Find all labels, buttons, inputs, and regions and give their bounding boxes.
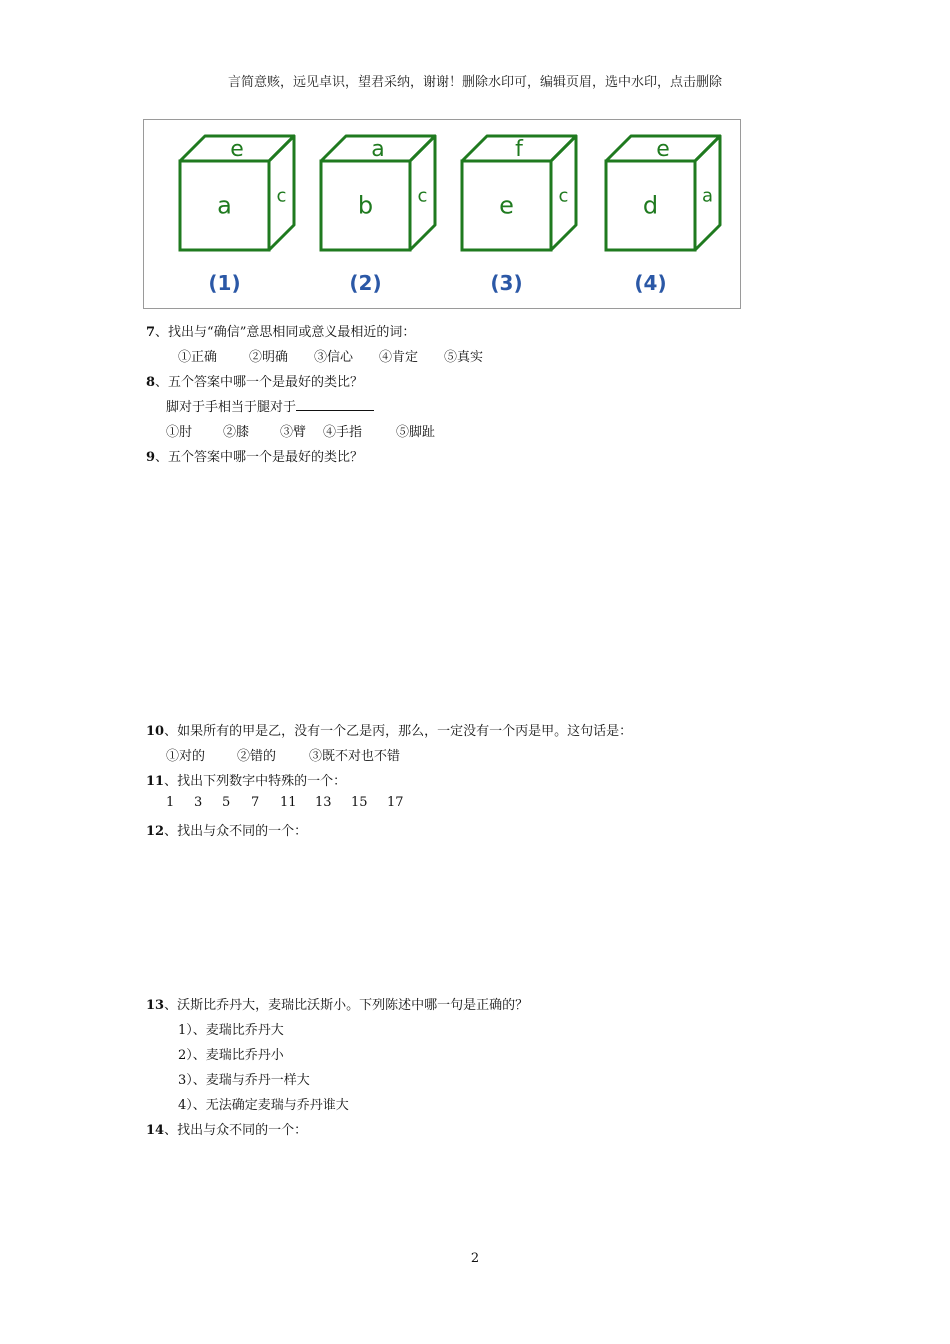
cube-top-letter: e xyxy=(230,137,244,162)
number-8: 17 xyxy=(387,795,404,810)
question-text: 、找出与“确信”意思相同或意义最相近的词： xyxy=(155,325,416,340)
question-number: 7 xyxy=(146,325,156,340)
number-1: 1 xyxy=(166,795,175,810)
cube-side-letter: c xyxy=(558,185,569,207)
number-6: 13 xyxy=(315,795,332,810)
question-number: 13 xyxy=(146,998,165,1013)
option-q7-2: ②明确 xyxy=(249,350,289,365)
cube-diagram xyxy=(144,120,742,310)
option-q10-2: ②错的 xyxy=(237,749,277,764)
question-text: 、五个答案中哪一个是最好的类比？ xyxy=(155,450,364,465)
cube-label: (4) xyxy=(634,271,667,295)
option-q10-3: ③既不对也不错 xyxy=(309,749,401,764)
option-q13-1: 1）、麦瑞比乔丹大 xyxy=(178,1023,284,1038)
question-text: 、找出下列数字中特殊的一个： xyxy=(164,774,347,789)
question-number: 14 xyxy=(146,1123,165,1138)
question-text: 、找出与众不同的一个： xyxy=(164,824,308,839)
option-q7-5: ⑤真实 xyxy=(444,350,484,365)
cube-label: (1) xyxy=(208,271,241,295)
number-7: 15 xyxy=(351,795,368,810)
option-q7-4: ④肯定 xyxy=(379,350,419,365)
analogy-prompt-text: 脚对于手相当于腿对于 xyxy=(166,400,297,415)
cube-side-letter: c xyxy=(276,185,287,207)
option-q8-3: ③臂 xyxy=(280,425,307,440)
number-4: 7 xyxy=(251,795,260,810)
question-text: 、找出与众不同的一个： xyxy=(164,1123,308,1138)
cube-top-letter: a xyxy=(371,137,385,162)
answer-blank xyxy=(296,398,374,411)
question-10 xyxy=(146,720,632,739)
question-text: 、沃斯比乔丹大，麦瑞比沃斯小。下列陈述中哪一句是正确的？ xyxy=(164,998,529,1013)
cube-front-letter: e xyxy=(499,191,514,220)
option-q8-1: ①肘 xyxy=(166,425,193,440)
cube-top-letter: e xyxy=(656,137,670,162)
option-q7-1: ①正确 xyxy=(178,350,218,365)
cube-front-letter: d xyxy=(642,191,659,220)
question-number: 10 xyxy=(146,724,165,739)
question-9 xyxy=(146,446,363,465)
question-12 xyxy=(146,820,307,839)
question-8 xyxy=(146,371,363,390)
option-q10-1: ①对的 xyxy=(166,749,206,764)
question-number: 9 xyxy=(146,450,156,465)
question-text: 、如果所有的甲是乙，没有一个乙是丙，那么，一定没有一个丙是甲。这句话是： xyxy=(164,724,633,739)
cube-label: (3) xyxy=(490,271,523,295)
question-number: 8 xyxy=(146,375,156,390)
cube-label: (2) xyxy=(349,271,382,295)
cube-front-letter: b xyxy=(357,191,374,220)
analogy-prompt xyxy=(166,396,374,415)
option-q13-2: 2）、麦瑞比乔丹小 xyxy=(178,1048,284,1063)
option-q13-3: 3）、麦瑞与乔丹一样大 xyxy=(178,1073,310,1088)
option-q7-3: ③信心 xyxy=(314,350,354,365)
option-q8-5: ⑤脚趾 xyxy=(396,425,436,440)
number-2: 3 xyxy=(194,795,203,810)
page-header: 言简意赅，远见卓识，望君采纳，谢谢！删除水印可，编辑页眉，选中水印，点击删除 xyxy=(227,75,722,90)
cube-front-letter: a xyxy=(217,191,232,220)
option-q13-4: 4）、无法确定麦瑞与乔丹谁大 xyxy=(178,1098,349,1113)
cube-figure xyxy=(143,119,741,309)
page-number: 2 xyxy=(470,1251,480,1266)
question-number: 11 xyxy=(146,774,165,789)
option-q8-4: ④手指 xyxy=(323,425,363,440)
option-q8-2: ②膝 xyxy=(223,425,250,440)
number-3: 5 xyxy=(222,795,231,810)
question-13 xyxy=(146,994,528,1013)
question-7 xyxy=(146,321,415,340)
cube-side-letter: c xyxy=(417,185,428,207)
question-14 xyxy=(146,1119,307,1138)
cube-top-letter: f xyxy=(515,137,523,162)
question-text: 、五个答案中哪一个是最好的类比？ xyxy=(155,375,364,390)
question-11 xyxy=(146,770,346,789)
cube-side-letter: a xyxy=(701,185,714,207)
number-5: 11 xyxy=(280,795,297,810)
question-number: 12 xyxy=(146,824,165,839)
